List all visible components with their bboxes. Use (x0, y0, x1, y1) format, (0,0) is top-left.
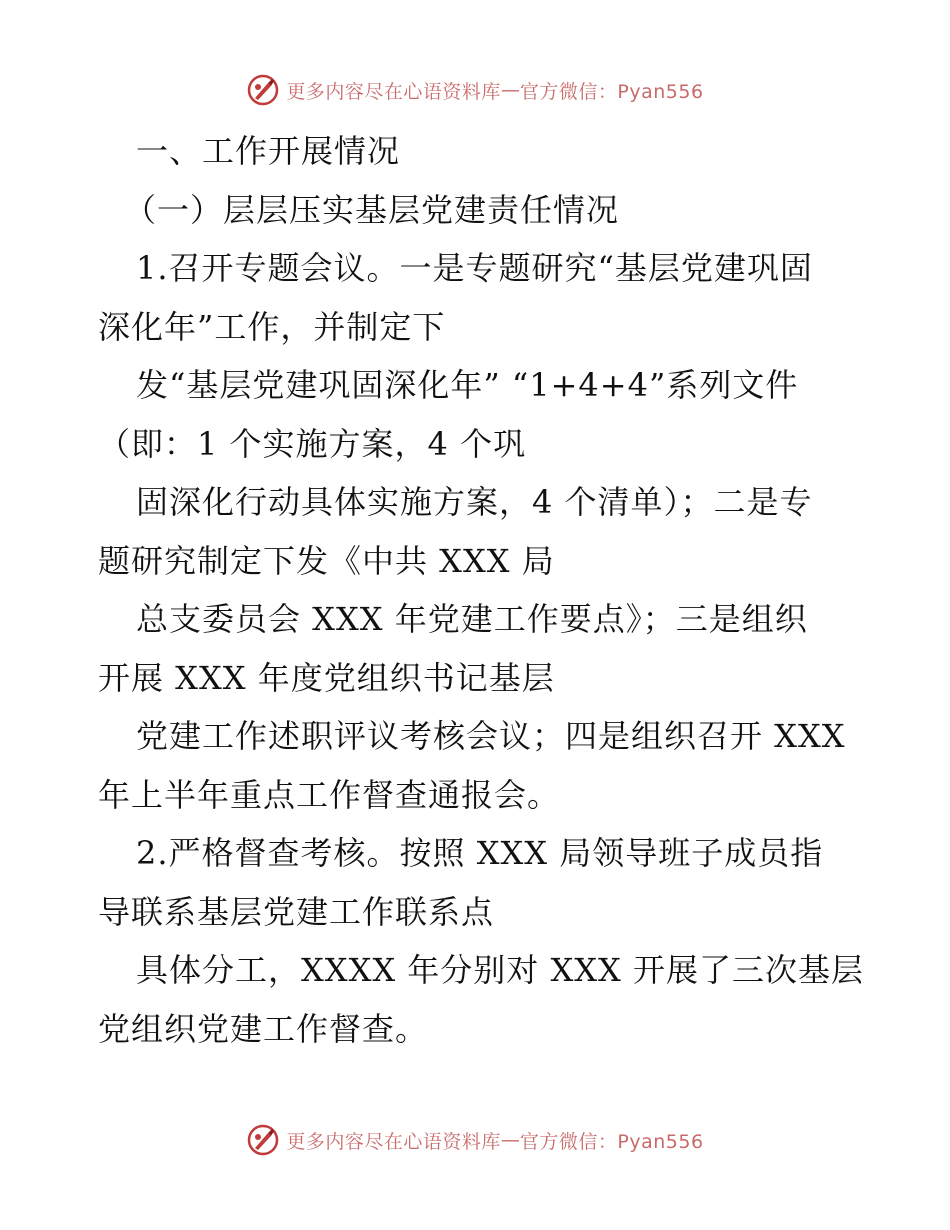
text-line: 题研究制定下发《中共 XXX 局 (98, 541, 555, 580)
text-line: 一、工作开展情况 (136, 132, 401, 170)
watermark-text: 更多内容尽在心语资料库 (286, 1130, 501, 1153)
text-line: 发“基层党建巩固深化年” “1+4+4”系列文件 (136, 366, 799, 404)
watermark-text: 更多内容尽在心语资料库 (286, 80, 501, 103)
text-line: 深化年”工作，并制定下 (98, 307, 446, 346)
text-line: 年上半年重点工作督查通报会。 (98, 775, 561, 814)
text-line: 导联系基层党建工作联系点 (98, 892, 495, 931)
text-line: （一）层层压实基层党建责任情况 (124, 190, 620, 229)
text-line: 党组织党建工作督查。 (98, 1009, 429, 1048)
text-line: （即：1 个实施方案，4 个巩 (98, 424, 527, 463)
header-watermark (0, 70, 950, 110)
document-body (98, 122, 864, 1058)
watermark-contact: 官方微信：Pyan556 (519, 1130, 704, 1153)
watermark-contact: 官方微信：Pyan556 (519, 80, 704, 103)
watermark-separator: — (500, 1129, 520, 1151)
text-line: 党建工作述职评议考核会议；四是组织召开 XXX (136, 717, 846, 755)
logo-icon (246, 1123, 280, 1157)
logo-icon (246, 73, 280, 107)
watermark-separator: — (500, 79, 520, 101)
text-line: 总支委员会 XXX 年党建工作要点》；三是组织 (136, 600, 808, 638)
text-line: 1.召开专题会议。一是专题研究“基层党建巩固 (136, 249, 813, 287)
footer-watermark (0, 1120, 950, 1160)
text-line: 具体分工，XXXX 年分别对 XXX 开展了三次基层 (136, 951, 864, 989)
text-line: 2.严格督查考核。按照 XXX 局领导班子成员指 (136, 834, 824, 872)
text-line: 开展 XXX 年度党组织书记基层 (98, 658, 555, 697)
text-line: 固深化行动具体实施方案，4 个清单）；二是专 (136, 483, 813, 521)
